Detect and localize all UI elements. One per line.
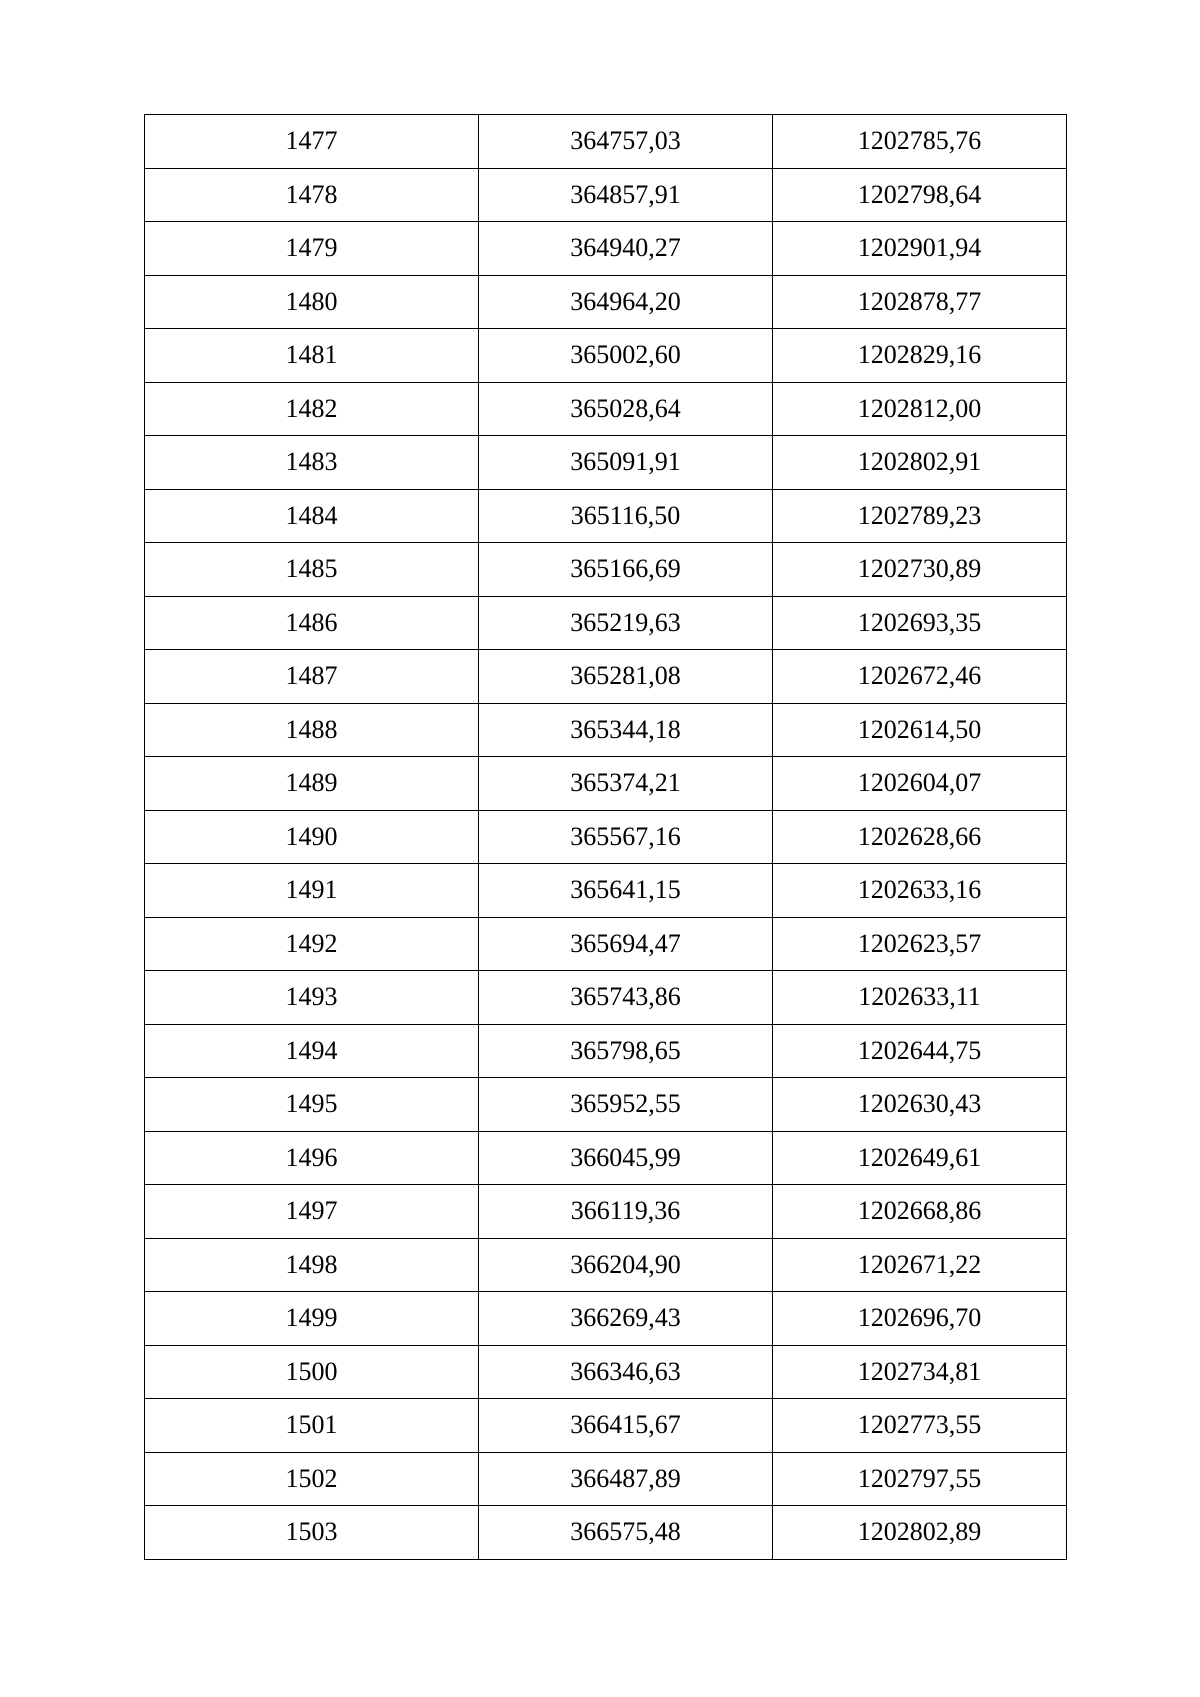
y-coordinate-cell: 1202668,86 xyxy=(773,1185,1067,1239)
x-coordinate-cell: 365641,15 xyxy=(479,864,773,918)
x-coordinate-cell: 365374,21 xyxy=(479,757,773,811)
y-coordinate-cell: 1202649,61 xyxy=(773,1131,1067,1185)
point-number-cell: 1497 xyxy=(145,1185,479,1239)
y-coordinate-cell: 1202812,00 xyxy=(773,382,1067,436)
table-row xyxy=(145,329,1067,383)
point-number-cell: 1500 xyxy=(145,1345,479,1399)
table-row xyxy=(145,489,1067,543)
coordinates-table xyxy=(144,114,1067,1560)
x-coordinate-cell: 366346,63 xyxy=(479,1345,773,1399)
x-coordinate-cell: 365952,55 xyxy=(479,1078,773,1132)
point-number-cell: 1492 xyxy=(145,917,479,971)
y-coordinate-cell: 1202901,94 xyxy=(773,222,1067,276)
y-coordinate-cell: 1202878,77 xyxy=(773,275,1067,329)
table-row xyxy=(145,810,1067,864)
x-coordinate-cell: 364757,03 xyxy=(479,115,773,169)
x-coordinate-cell: 365166,69 xyxy=(479,543,773,597)
y-coordinate-cell: 1202773,55 xyxy=(773,1399,1067,1453)
y-coordinate-cell: 1202633,16 xyxy=(773,864,1067,918)
point-number-cell: 1489 xyxy=(145,757,479,811)
table-row xyxy=(145,971,1067,1025)
table-row xyxy=(145,757,1067,811)
x-coordinate-cell: 364940,27 xyxy=(479,222,773,276)
point-number-cell: 1493 xyxy=(145,971,479,1025)
y-coordinate-cell: 1202672,46 xyxy=(773,650,1067,704)
y-coordinate-cell: 1202693,35 xyxy=(773,596,1067,650)
y-coordinate-cell: 1202802,91 xyxy=(773,436,1067,490)
y-coordinate-cell: 1202623,57 xyxy=(773,917,1067,971)
point-number-cell: 1496 xyxy=(145,1131,479,1185)
y-coordinate-cell: 1202614,50 xyxy=(773,703,1067,757)
table-row xyxy=(145,168,1067,222)
table-row xyxy=(145,1131,1067,1185)
point-number-cell: 1501 xyxy=(145,1399,479,1453)
point-number-cell: 1483 xyxy=(145,436,479,490)
x-coordinate-cell: 365002,60 xyxy=(479,329,773,383)
table-row xyxy=(145,1399,1067,1453)
point-number-cell: 1502 xyxy=(145,1452,479,1506)
point-number-cell: 1481 xyxy=(145,329,479,383)
y-coordinate-cell: 1202628,66 xyxy=(773,810,1067,864)
table-row xyxy=(145,222,1067,276)
point-number-cell: 1494 xyxy=(145,1024,479,1078)
table-row xyxy=(145,115,1067,169)
y-coordinate-cell: 1202604,07 xyxy=(773,757,1067,811)
table-row xyxy=(145,596,1067,650)
y-coordinate-cell: 1202829,16 xyxy=(773,329,1067,383)
table-row xyxy=(145,543,1067,597)
point-number-cell: 1487 xyxy=(145,650,479,704)
y-coordinate-cell: 1202798,64 xyxy=(773,168,1067,222)
x-coordinate-cell: 365694,47 xyxy=(479,917,773,971)
table-row xyxy=(145,382,1067,436)
x-coordinate-cell: 365116,50 xyxy=(479,489,773,543)
y-coordinate-cell: 1202696,70 xyxy=(773,1292,1067,1346)
point-number-cell: 1503 xyxy=(145,1506,479,1560)
point-number-cell: 1486 xyxy=(145,596,479,650)
point-number-cell: 1484 xyxy=(145,489,479,543)
y-coordinate-cell: 1202671,22 xyxy=(773,1238,1067,1292)
x-coordinate-cell: 365743,86 xyxy=(479,971,773,1025)
table-row xyxy=(145,1345,1067,1399)
table-row xyxy=(145,1452,1067,1506)
y-coordinate-cell: 1202789,23 xyxy=(773,489,1067,543)
table-row xyxy=(145,864,1067,918)
x-coordinate-cell: 366119,36 xyxy=(479,1185,773,1239)
x-coordinate-cell: 365567,16 xyxy=(479,810,773,864)
point-number-cell: 1478 xyxy=(145,168,479,222)
x-coordinate-cell: 365219,63 xyxy=(479,596,773,650)
y-coordinate-cell: 1202630,43 xyxy=(773,1078,1067,1132)
point-number-cell: 1495 xyxy=(145,1078,479,1132)
x-coordinate-cell: 366575,48 xyxy=(479,1506,773,1560)
x-coordinate-cell: 365281,08 xyxy=(479,650,773,704)
table-row xyxy=(145,1024,1067,1078)
y-coordinate-cell: 1202633,11 xyxy=(773,971,1067,1025)
x-coordinate-cell: 365798,65 xyxy=(479,1024,773,1078)
y-coordinate-cell: 1202644,75 xyxy=(773,1024,1067,1078)
x-coordinate-cell: 366269,43 xyxy=(479,1292,773,1346)
x-coordinate-cell: 364857,91 xyxy=(479,168,773,222)
point-number-cell: 1479 xyxy=(145,222,479,276)
y-coordinate-cell: 1202785,76 xyxy=(773,115,1067,169)
x-coordinate-cell: 366045,99 xyxy=(479,1131,773,1185)
table-row xyxy=(145,650,1067,704)
table-row xyxy=(145,1185,1067,1239)
table-row xyxy=(145,436,1067,490)
x-coordinate-cell: 364964,20 xyxy=(479,275,773,329)
table-row xyxy=(145,1238,1067,1292)
x-coordinate-cell: 366487,89 xyxy=(479,1452,773,1506)
y-coordinate-cell: 1202734,81 xyxy=(773,1345,1067,1399)
x-coordinate-cell: 366415,67 xyxy=(479,1399,773,1453)
table-row xyxy=(145,1078,1067,1132)
table-row xyxy=(145,1292,1067,1346)
x-coordinate-cell: 365344,18 xyxy=(479,703,773,757)
point-number-cell: 1485 xyxy=(145,543,479,597)
y-coordinate-cell: 1202730,89 xyxy=(773,543,1067,597)
point-number-cell: 1499 xyxy=(145,1292,479,1346)
point-number-cell: 1477 xyxy=(145,115,479,169)
x-coordinate-cell: 365091,91 xyxy=(479,436,773,490)
table-row xyxy=(145,703,1067,757)
y-coordinate-cell: 1202797,55 xyxy=(773,1452,1067,1506)
coordinates-table-body xyxy=(145,115,1067,1560)
table-row xyxy=(145,917,1067,971)
table-row xyxy=(145,275,1067,329)
x-coordinate-cell: 366204,90 xyxy=(479,1238,773,1292)
point-number-cell: 1498 xyxy=(145,1238,479,1292)
point-number-cell: 1480 xyxy=(145,275,479,329)
point-number-cell: 1488 xyxy=(145,703,479,757)
x-coordinate-cell: 365028,64 xyxy=(479,382,773,436)
point-number-cell: 1482 xyxy=(145,382,479,436)
point-number-cell: 1491 xyxy=(145,864,479,918)
table-row xyxy=(145,1506,1067,1560)
y-coordinate-cell: 1202802,89 xyxy=(773,1506,1067,1560)
point-number-cell: 1490 xyxy=(145,810,479,864)
